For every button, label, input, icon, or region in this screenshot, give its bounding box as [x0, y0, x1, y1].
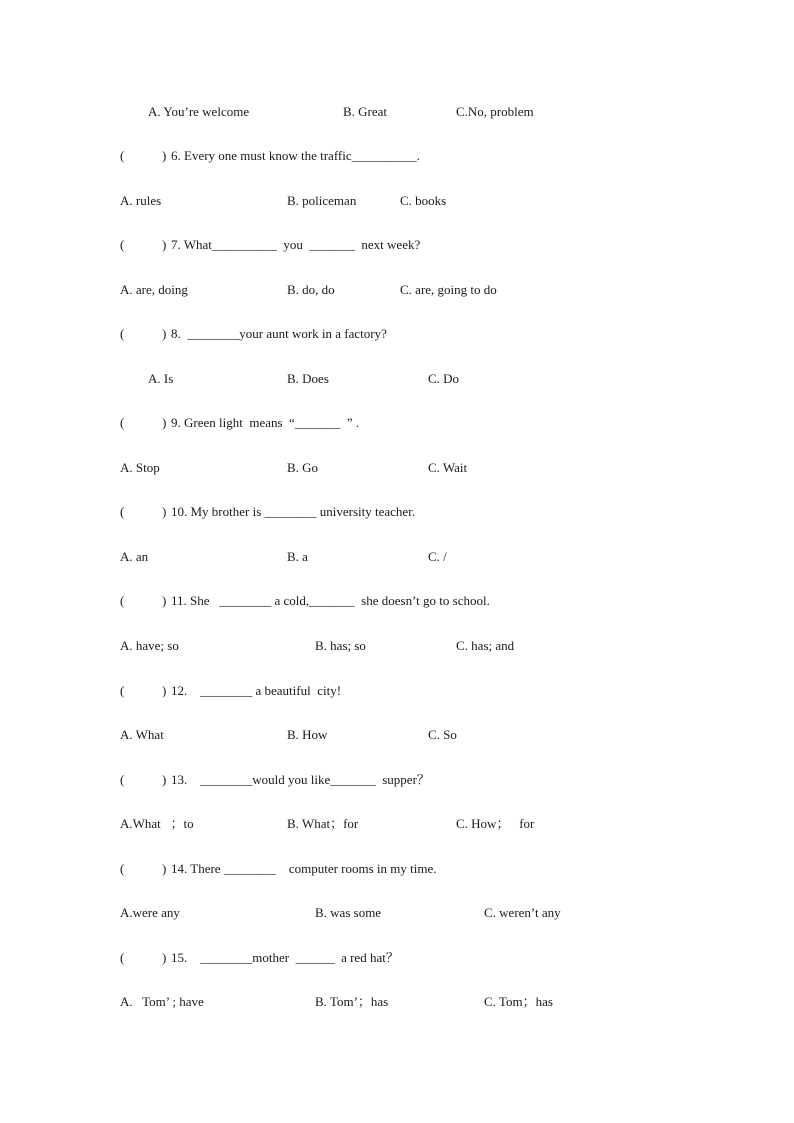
q6-paren-close: ) [162, 148, 167, 163]
q9-option-a: A. Stop [120, 460, 160, 475]
q13-paren-open: ( [120, 772, 125, 787]
q15-paren-open: ( [120, 950, 125, 965]
q7-option-c: C. are, going to do [400, 282, 497, 297]
q13-stem: 13. ________would you like_______ supper？ [171, 772, 430, 787]
q6-option-b: B. policeman [287, 193, 357, 208]
q15-option-b: B. Tom’；has [315, 994, 389, 1009]
q8-paren-open: ( [120, 326, 125, 341]
q9-stem: 9. Green light means “_______ ” . [171, 415, 360, 430]
q14-option-a: A.were any [120, 905, 180, 920]
q6-option-c: C. books [400, 193, 447, 208]
q14-option-c: C. weren’t any [484, 905, 561, 920]
q9-question [0, 413, 794, 433]
q14-paren-close: ) [162, 861, 167, 876]
q12-option-c: C. So [428, 727, 457, 742]
q9-options [0, 458, 794, 478]
q9-paren-close: ) [162, 415, 167, 430]
q13-question [0, 770, 794, 790]
q13-option-b: B. What；for [287, 816, 359, 831]
q8-option-b: B. Does [287, 371, 329, 386]
q10-option-b: B. a [287, 549, 308, 564]
q11-question [0, 591, 794, 611]
q8-options [0, 369, 794, 389]
q10-question [0, 502, 794, 522]
q7-paren-close: ) [162, 237, 167, 252]
q6-question [0, 146, 794, 166]
q12-option-a: A. What [120, 727, 164, 742]
q5-option-c: C.No, problem [456, 104, 534, 119]
q13-options [0, 814, 794, 834]
q11-option-b: B. has; so [315, 638, 366, 653]
q7-option-b: B. do, do [287, 282, 335, 297]
q7-options [0, 280, 794, 300]
q9-option-c: C. Wait [428, 460, 468, 475]
q12-paren-close: ) [162, 683, 167, 698]
q11-stem: 11. She ________ a cold,_______ she doesn’t go to school. [171, 593, 490, 608]
q8-option-a: A. Is [148, 371, 174, 386]
q8-stem: 8. ________your aunt work in a factory? [171, 326, 387, 341]
q5-option-b: B. Great [343, 104, 388, 119]
q10-paren-close: ) [162, 504, 167, 519]
q9-paren-open: ( [120, 415, 125, 430]
q10-options [0, 547, 794, 567]
q10-paren-open: ( [120, 504, 125, 519]
q12-question [0, 681, 794, 701]
q12-option-b: B. How [287, 727, 328, 742]
q12-options [0, 725, 794, 745]
q11-option-c: C. has; and [456, 638, 515, 653]
q13-option-a: A.What ；to [120, 816, 194, 831]
q15-option-a: A. Tom’ ; have [120, 994, 204, 1009]
q6-option-a: A. rules [120, 193, 162, 208]
q8-paren-close: ) [162, 326, 167, 341]
q11-options [0, 636, 794, 656]
q15-option-c: C. Tom；has [484, 994, 553, 1009]
q10-option-c: C. / [428, 549, 447, 564]
q11-option-a: A. have; so [120, 638, 179, 653]
q6-options [0, 191, 794, 211]
q15-paren-close: ) [162, 950, 167, 965]
q14-question [0, 859, 794, 879]
q7-option-a: A. are, doing [120, 282, 188, 297]
q7-paren-open: ( [120, 237, 125, 252]
q8-question [0, 324, 794, 344]
q15-question [0, 948, 794, 968]
q9-option-b: B. Go [287, 460, 319, 475]
q12-stem: 12. ________ a beautiful city! [171, 683, 342, 698]
q5-option-a: A. You’re welcome [148, 104, 250, 119]
q6-stem: 6. Every one must know the traffic__________. [171, 148, 420, 163]
q7-stem: 7. What__________ you _______ next week? [171, 237, 421, 252]
q11-paren-close: ) [162, 593, 167, 608]
q14-paren-open: ( [120, 861, 125, 876]
q5-options [0, 102, 794, 122]
q15-stem: 15. ________mother ______ a red hat？ [171, 950, 399, 965]
q13-option-c: C. How； for [456, 816, 535, 831]
q14-option-b: B. was some [315, 905, 382, 920]
q10-option-a: A. an [120, 549, 149, 564]
q7-question [0, 235, 794, 255]
q10-stem: 10. My brother is ________ university teacher. [171, 504, 416, 519]
q11-paren-open: ( [120, 593, 125, 608]
q8-option-c: C. Do [428, 371, 460, 386]
q14-stem: 14. There ________ computer rooms in my time. [171, 861, 437, 876]
q13-paren-close: ) [162, 772, 167, 787]
q12-paren-open: ( [120, 683, 125, 698]
q6-paren-open: ( [120, 148, 125, 163]
q15-options [0, 992, 794, 1012]
q14-options [0, 903, 794, 923]
